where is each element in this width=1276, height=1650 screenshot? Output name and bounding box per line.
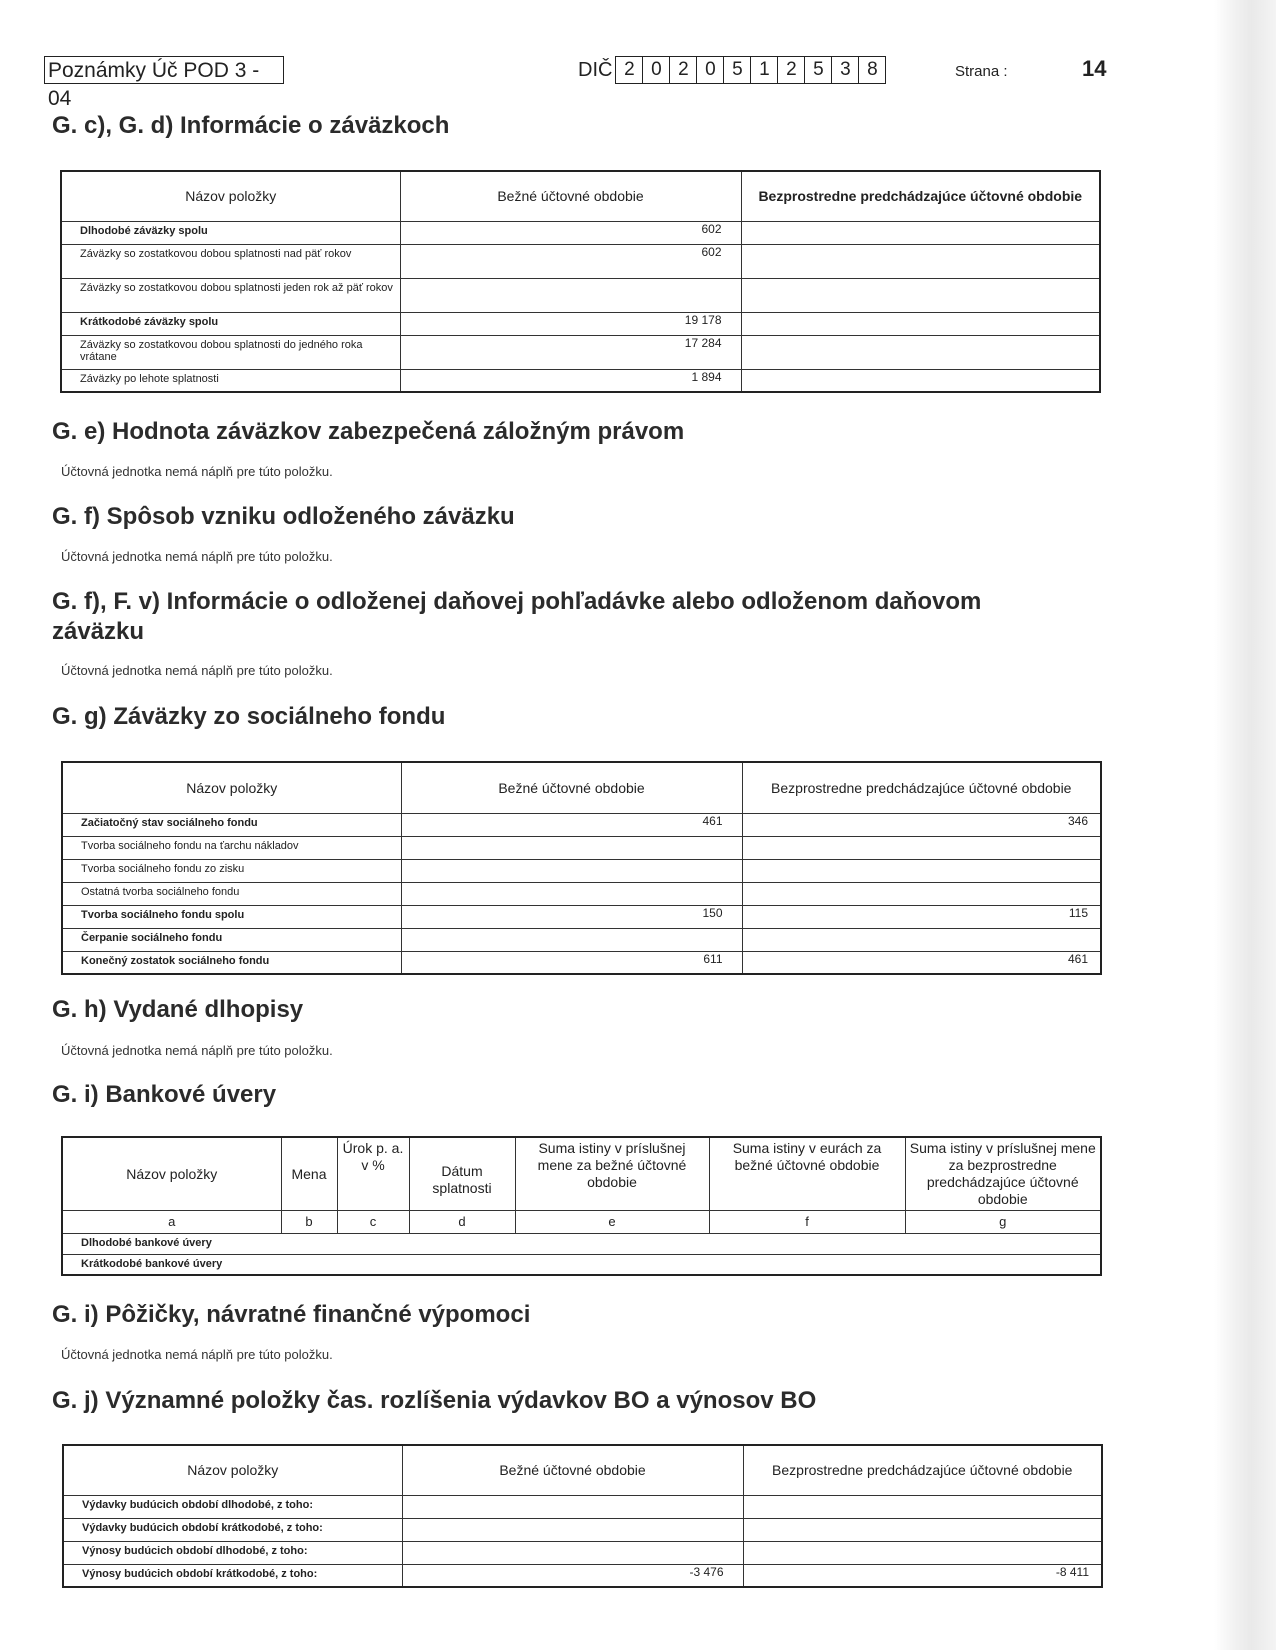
table-row (62, 1233, 1101, 1254)
current-value: 17 284 (400, 335, 741, 369)
previous-value (741, 278, 1100, 312)
section-title-social-fund: G. g) Záväzky zo sociálneho fondu (52, 703, 446, 730)
dic-digit: 0 (697, 57, 724, 83)
current-value (402, 1541, 743, 1564)
table-row (62, 1254, 1101, 1275)
page-label: Strana : (955, 63, 1008, 80)
previous-value (742, 882, 1101, 905)
row-label: Dlhodobé záväzky spolu (61, 221, 400, 244)
section-title-bank-loans: G. i) Bankové úvery (52, 1081, 277, 1108)
column-letter: c (337, 1210, 409, 1233)
table-row (62, 951, 1101, 974)
previous-value (741, 335, 1100, 369)
section-title-deferred-origin: G. f) Spôsob vzniku odloženého záväzku (52, 503, 515, 530)
current-value: 1 894 (400, 369, 741, 392)
dic-label: DIČ (578, 58, 613, 81)
previous-value (742, 859, 1101, 882)
dic-digits (615, 56, 886, 84)
current-value: 602 (400, 244, 741, 278)
table-row (62, 813, 1101, 836)
row-label: Záväzky po lehote splatnosti (61, 369, 400, 392)
section-title-accruals: G. j) Významné položky čas. rozlíšenia výdavkov BO a výnosov BO (52, 1387, 817, 1414)
column-letter: f (709, 1210, 905, 1233)
social-fund-table (61, 761, 1102, 975)
column-header: Názov položky (62, 762, 401, 813)
column-header: Bezprostredne predchádzajúce účtovné obdobie (743, 1445, 1102, 1495)
column-header: Mena (281, 1137, 337, 1210)
current-value: 611 (401, 951, 742, 974)
dic-digit: 5 (724, 57, 751, 83)
table-row (61, 244, 1100, 278)
previous-value: 461 (742, 951, 1101, 974)
dic-digit: 1 (751, 57, 778, 83)
dic-field (578, 56, 886, 84)
current-value (402, 1518, 743, 1541)
column-header: Suma istiny v príslušnej mene za bezprostredne predchádzajúce účtovné obdobie (905, 1137, 1101, 1210)
table-row (62, 905, 1101, 928)
table-row (63, 1541, 1102, 1564)
table-row (63, 1495, 1102, 1518)
section-title-bonds: G. h) Vydané dlhopisy (52, 996, 304, 1023)
table-row (62, 928, 1101, 951)
table-row (61, 278, 1100, 312)
section-note: Účtovná jednotka nemá náplň pre túto položku. (61, 1043, 333, 1058)
row-label: Ostatná tvorba sociálneho fondu (62, 882, 401, 905)
row-label: Začiatočný stav sociálneho fondu (62, 813, 401, 836)
current-value: -3 476 (402, 1564, 743, 1587)
row-label: Tvorba sociálneho fondu spolu (62, 905, 401, 928)
dic-digit: 8 (867, 59, 878, 80)
form-label: Poznámky Úč POD 3 - 04 (44, 56, 284, 84)
row-label: Tvorba sociálneho fondu na ťarchu nákladov (62, 836, 401, 859)
table-row (61, 369, 1100, 392)
section-note: Účtovná jednotka nemá náplň pre túto položku. (61, 464, 333, 479)
column-header: Dátum splatnosti (409, 1137, 515, 1210)
row-label: Výnosy budúcich období krátkodobé, z toho: (63, 1564, 402, 1587)
column-header: Názov položky (62, 1137, 281, 1210)
table-row (63, 1564, 1102, 1587)
table-row (61, 221, 1100, 244)
section-title-liabilities: G. c), G. d) Informácie o záväzkoch (52, 112, 450, 139)
section-note: Účtovná jednotka nemá náplň pre túto položku. (61, 663, 333, 678)
accruals-table (62, 1444, 1103, 1588)
column-header: Bežné účtovné obdobie (402, 1445, 743, 1495)
previous-value (741, 244, 1100, 278)
column-header: Bežné účtovné obdobie (401, 762, 742, 813)
bank-loans-table (61, 1136, 1102, 1276)
dic-digit: 2 (778, 57, 805, 83)
column-header: Názov položky (63, 1445, 402, 1495)
row-label: Krátkodobé bankové úvery (62, 1254, 1101, 1275)
row-label: Čerpanie sociálneho fondu (62, 928, 401, 951)
section-title-deferred-tax: G. f), F. v) Informácie o odloženej daňovej pohľadávke alebo odloženom daňovom (52, 588, 982, 615)
row-label: Výdavky budúcich období dlhodobé, z toho: (63, 1495, 402, 1518)
row-label: Dlhodobé bankové úvery (62, 1233, 1101, 1254)
current-value (400, 278, 741, 312)
previous-value: -8 411 (743, 1564, 1102, 1587)
row-label: Výdavky budúcich období krátkodobé, z toho: (63, 1518, 402, 1541)
column-header: Úrok p. a. v % (337, 1137, 409, 1210)
dic-digit: 2 (670, 57, 697, 83)
previous-value: 346 (742, 813, 1101, 836)
column-letter: d (409, 1210, 515, 1233)
current-value: 461 (401, 813, 742, 836)
current-value (401, 882, 742, 905)
column-header: Bezprostredne predchádzajúce účtovné obdobie (741, 171, 1100, 221)
row-label: Záväzky so zostatkovou dobou splatnosti jeden rok až päť rokov (61, 278, 400, 312)
scan-edge (1214, 0, 1276, 1650)
previous-value: 115 (742, 905, 1101, 928)
dic-digit: 2 (616, 57, 643, 83)
current-value: 19 178 (400, 312, 741, 335)
section-title-deferred-tax-cont: záväzku (52, 618, 145, 645)
column-header: Bezprostredne predchádzajúce účtovné obdobie (742, 762, 1101, 813)
table-row (61, 312, 1100, 335)
column-header: Suma istiny v eurách za bežné účtovné obdobie (709, 1137, 905, 1210)
previous-value (741, 369, 1100, 392)
page-number: 14 (1082, 56, 1107, 81)
table-row (62, 836, 1101, 859)
column-letter: g (905, 1210, 1101, 1233)
section-title-pledged: G. e) Hodnota záväzkov zabezpečená záložným právom (52, 418, 685, 445)
table-row (61, 335, 1100, 369)
row-label: Konečný zostatok sociálneho fondu (62, 951, 401, 974)
row-label: Krátkodobé záväzky spolu (61, 312, 400, 335)
previous-value (741, 221, 1100, 244)
dic-digit: 3 (832, 57, 859, 83)
section-note: Účtovná jednotka nemá náplň pre túto položku. (61, 549, 333, 564)
table-row (63, 1518, 1102, 1541)
current-value: 150 (401, 905, 742, 928)
current-value (401, 928, 742, 951)
column-letter: b (281, 1210, 337, 1233)
column-letter: e (515, 1210, 709, 1233)
column-letter: a (62, 1210, 281, 1233)
previous-value (743, 1541, 1102, 1564)
previous-value (741, 312, 1100, 335)
row-label: Záväzky so zostatkovou dobou splatnosti nad päť rokov (61, 244, 400, 278)
section-title-loans: G. i) Pôžičky, návratné finančné výpomoci (52, 1301, 531, 1328)
current-value: 602 (400, 221, 741, 244)
section-note: Účtovná jednotka nemá náplň pre túto položku. (61, 1347, 333, 1362)
current-value (401, 836, 742, 859)
liabilities-table (60, 170, 1101, 393)
row-label: Záväzky so zostatkovou dobou splatnosti do jedného roka vrátane (61, 335, 400, 369)
table-row (62, 882, 1101, 905)
dic-digit: 5 (805, 57, 832, 83)
previous-value (743, 1495, 1102, 1518)
dic-digit: 0 (643, 57, 670, 83)
previous-value (742, 836, 1101, 859)
current-value (401, 859, 742, 882)
table-row (62, 859, 1101, 882)
previous-value (742, 928, 1101, 951)
row-label: Tvorba sociálneho fondu zo zisku (62, 859, 401, 882)
current-value (402, 1495, 743, 1518)
column-header: Suma istiny v príslušnej mene za bežné účtovné obdobie (515, 1137, 709, 1210)
column-header: Bežné účtovné obdobie (400, 171, 741, 221)
column-header: Názov položky (61, 171, 400, 221)
previous-value (743, 1518, 1102, 1541)
row-label: Výnosy budúcich období dlhodobé, z toho: (63, 1541, 402, 1564)
